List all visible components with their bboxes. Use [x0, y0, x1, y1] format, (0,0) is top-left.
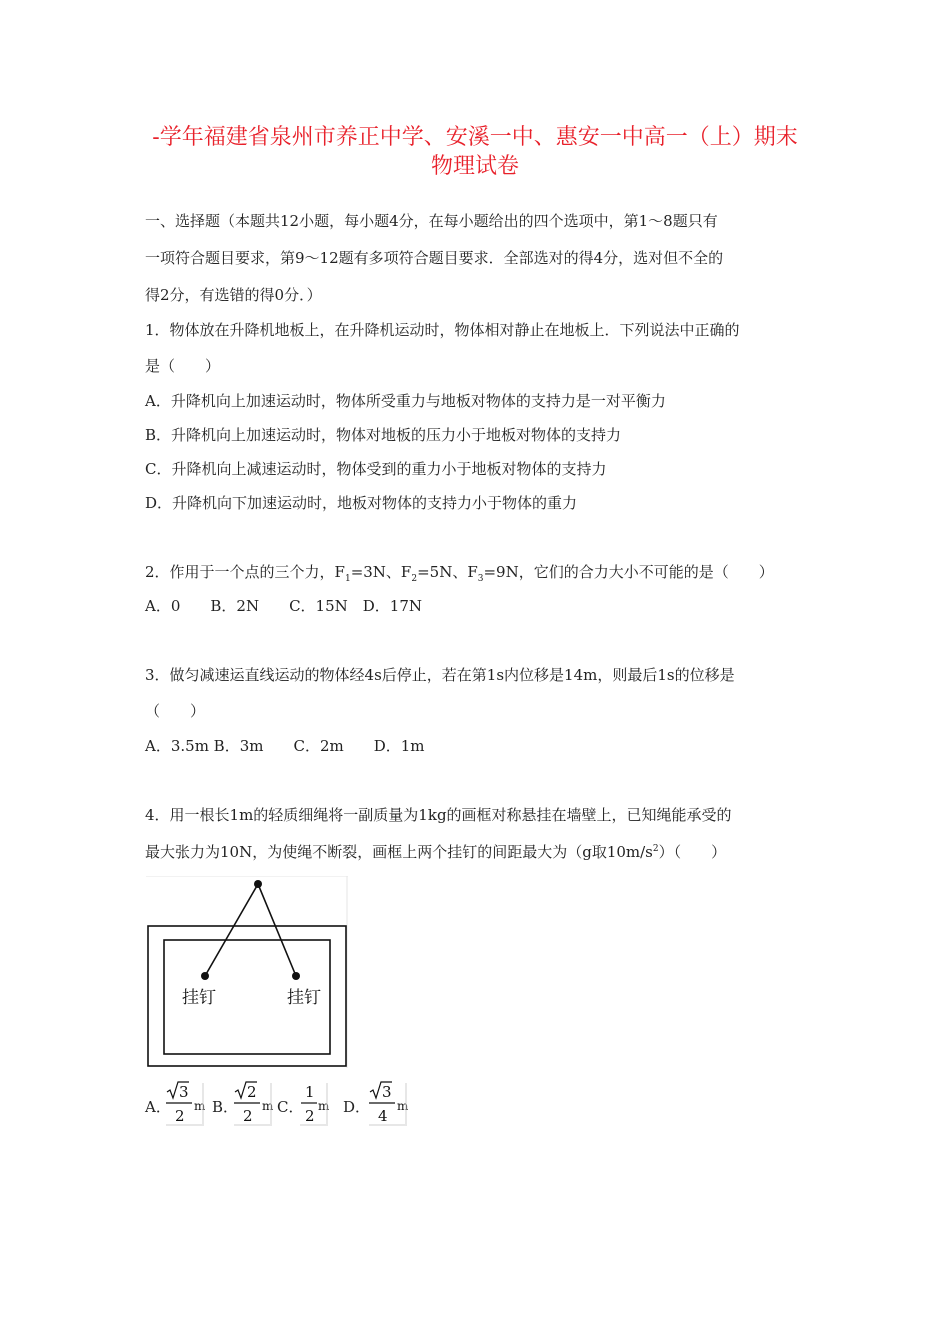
- q3-options: A．3.5m B．3m C．2m D．1m: [145, 737, 425, 755]
- q2-options: A．0 B．2N C．15N D．17N: [145, 597, 422, 615]
- svg-text:m: m: [318, 1099, 329, 1113]
- q4-option-d-label: D．: [343, 1098, 371, 1116]
- q4-option-c-formula: [299, 1080, 329, 1126]
- svg-text:2: 2: [243, 1107, 253, 1125]
- q4-option-c-label: C．: [277, 1098, 304, 1116]
- section-instructions-line2: 一项符合题目要求，第9～12题有多项符合题目要求．全部选对的得4分，选对但不全的: [145, 249, 724, 267]
- q3-stem-line2: （ ）: [145, 702, 206, 720]
- wall-nail-dot: [254, 880, 262, 888]
- svg-text:3: 3: [382, 1083, 392, 1101]
- q1-stem-line1: 1．物体放在升降机地板上，在升降机运动时，物体相对静止在地板上．下列说法中正确的: [145, 321, 740, 339]
- hook-left-label: 挂钉: [182, 988, 216, 1008]
- picture-frame-figure: [146, 876, 348, 1068]
- q4-option-b-formula: [233, 1080, 273, 1126]
- hook-right-dot: [292, 972, 300, 980]
- svg-text:m: m: [194, 1099, 205, 1113]
- q3-stem-line1: 3．做匀减速运直线运动的物体经4s后停止，若在第1s内位移是14m，则最后1s的位移是: [145, 666, 735, 684]
- q1-option-d: D．升降机向下加速运动时，地板对物体的支持力小于物体的重力: [145, 494, 578, 512]
- hook-right-label: 挂钉: [287, 988, 321, 1008]
- svg-text:2: 2: [247, 1083, 257, 1101]
- q1-option-a: A．升降机向上加速运动时，物体所受重力与地板对物体的支持力是一对平衡力: [145, 392, 666, 410]
- q4-option-a-label: A．: [145, 1098, 171, 1116]
- svg-text:3: 3: [179, 1083, 189, 1101]
- svg-text:m: m: [397, 1099, 408, 1113]
- hook-left-dot: [201, 972, 209, 980]
- svg-text:m: m: [262, 1099, 273, 1113]
- svg-text:2: 2: [175, 1107, 185, 1125]
- q1-option-c: C．升降机向上减速运动时，物体受到的重力小于地板对物体的支持力: [145, 460, 607, 478]
- q4-stem-line1: 4．用一根长1m的轻质细绳将一副质量为1kg的画框对称悬挂在墙壁上，已知绳能承受的: [145, 806, 732, 824]
- q1-stem-line2: 是（ ）: [145, 357, 221, 375]
- q4-option-a-formula: [165, 1080, 205, 1126]
- doc-title-line2: 物理试卷: [430, 154, 519, 179]
- q1-option-b: B．升降机向上加速运动时，物体对地板的压力小于地板对物体的支持力: [145, 426, 622, 444]
- svg-text:2: 2: [305, 1107, 315, 1125]
- section-instructions-line3: 得2分，有选错的得0分．）: [145, 286, 322, 304]
- q2-stem: 2．作用于一个点的三个力，$F_1=3N$、$F_2=5N$、$F_3=9N$，它们的合力大小不可能的是（ ）: [145, 563, 774, 584]
- doc-title-line1: -学年福建省泉州市养正中学、安溪一中、惠安一中高一（上）期末: [152, 125, 798, 150]
- rope-right: [258, 884, 296, 976]
- svg-text:4: 4: [378, 1107, 388, 1125]
- q4-option-d-formula: [368, 1080, 408, 1126]
- svg-text:1: 1: [305, 1083, 315, 1101]
- q4-option-b-label: B．: [212, 1098, 239, 1116]
- q4-stem-line2: 最大张力为10N，为使绳不断裂，画框上两个挂钉的间距最大为（g取$10m/s^2$）（ ）: [145, 843, 727, 861]
- rope-left: [205, 884, 258, 976]
- section-instructions-line1: 一、选择题（本题共12小题，每小题4分，在每小题给出的四个选项中，第1～8题只有: [145, 212, 718, 230]
